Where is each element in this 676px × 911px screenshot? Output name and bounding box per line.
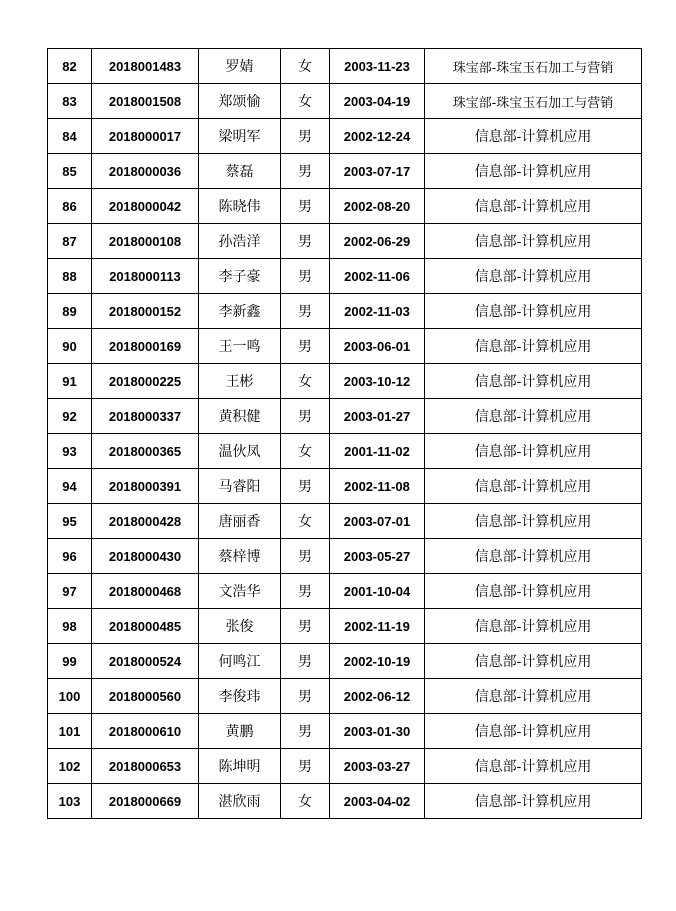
row-number: 86 [48,189,92,224]
student-name: 张俊 [199,609,281,644]
row-number: 95 [48,504,92,539]
birth-date: 2002-10-19 [330,644,425,679]
table-row [48,749,642,784]
department-major: 珠宝部-珠宝玉石加工与营销 [425,84,642,119]
department-major: 信息部-计算机应用 [425,189,642,224]
birth-date: 2002-11-03 [330,294,425,329]
department-major: 信息部-计算机应用 [425,784,642,819]
row-number: 93 [48,434,92,469]
student-sex: 男 [281,119,330,154]
row-number: 84 [48,119,92,154]
department-major: 信息部-计算机应用 [425,434,642,469]
table-row [48,504,642,539]
student-sex: 女 [281,49,330,84]
student-name: 李俊玮 [199,679,281,714]
table-row [48,329,642,364]
student-id: 2018000169 [92,329,199,364]
student-name: 何鸣江 [199,644,281,679]
birth-date: 2002-12-24 [330,119,425,154]
table-row [48,644,642,679]
student-id: 2018001508 [92,84,199,119]
student-name: 陈晓伟 [199,189,281,224]
row-number: 100 [48,679,92,714]
birth-date: 2003-04-19 [330,84,425,119]
student-id: 2018001483 [92,49,199,84]
department-major: 信息部-计算机应用 [425,539,642,574]
student-id: 2018000365 [92,434,199,469]
student-id: 2018000017 [92,119,199,154]
row-number: 82 [48,49,92,84]
student-name: 黄鹏 [199,714,281,749]
row-number: 83 [48,84,92,119]
row-number: 91 [48,364,92,399]
student-name: 黄积健 [199,399,281,434]
student-name: 文浩华 [199,574,281,609]
student-sex: 男 [281,714,330,749]
row-number: 85 [48,154,92,189]
table-row [48,294,642,329]
department-major: 信息部-计算机应用 [425,609,642,644]
student-sex: 男 [281,189,330,224]
department-major: 信息部-计算机应用 [425,364,642,399]
birth-date: 2003-05-27 [330,539,425,574]
student-id: 2018000428 [92,504,199,539]
table-row [48,224,642,259]
birth-date: 2002-11-06 [330,259,425,294]
student-name: 马睿阳 [199,469,281,504]
student-name: 温伙凤 [199,434,281,469]
department-major: 信息部-计算机应用 [425,714,642,749]
student-name: 唐丽香 [199,504,281,539]
table-row [48,574,642,609]
student-sex: 男 [281,294,330,329]
student-name: 蔡梓博 [199,539,281,574]
row-number: 94 [48,469,92,504]
student-id: 2018000669 [92,784,199,819]
birth-date: 2003-01-30 [330,714,425,749]
student-name: 郑颂愉 [199,84,281,119]
birth-date: 2003-04-02 [330,784,425,819]
birth-date: 2003-01-27 [330,399,425,434]
student-sex: 男 [281,224,330,259]
student-roster-table [47,48,642,819]
student-sex: 女 [281,434,330,469]
row-number: 102 [48,749,92,784]
table-row [48,714,642,749]
student-id: 2018000337 [92,399,199,434]
birth-date: 2002-06-29 [330,224,425,259]
student-name: 湛欣雨 [199,784,281,819]
table-row [48,189,642,224]
student-id: 2018000042 [92,189,199,224]
table-row [48,364,642,399]
birth-date: 2003-11-23 [330,49,425,84]
department-major: 信息部-计算机应用 [425,329,642,364]
row-number: 96 [48,539,92,574]
student-id: 2018000152 [92,294,199,329]
student-sex: 男 [281,749,330,784]
student-sex: 男 [281,644,330,679]
table-row [48,539,642,574]
table-row [48,679,642,714]
row-number: 97 [48,574,92,609]
table-row [48,434,642,469]
department-major: 信息部-计算机应用 [425,679,642,714]
table-row [48,609,642,644]
student-sex: 男 [281,679,330,714]
student-sex: 男 [281,154,330,189]
student-name: 罗婧 [199,49,281,84]
student-sex: 男 [281,539,330,574]
birth-date: 2002-11-19 [330,609,425,644]
student-id: 2018000560 [92,679,199,714]
table-row [48,399,642,434]
row-number: 92 [48,399,92,434]
student-id: 2018000653 [92,749,199,784]
student-sex: 男 [281,469,330,504]
birth-date: 2003-10-12 [330,364,425,399]
student-name: 蔡磊 [199,154,281,189]
roster-table-body [48,49,642,819]
student-name: 李新鑫 [199,294,281,329]
student-sex: 女 [281,364,330,399]
student-id: 2018000036 [92,154,199,189]
student-sex: 男 [281,259,330,294]
department-major: 信息部-计算机应用 [425,119,642,154]
department-major: 信息部-计算机应用 [425,294,642,329]
department-major: 信息部-计算机应用 [425,469,642,504]
student-id: 2018000610 [92,714,199,749]
table-row [48,84,642,119]
row-number: 90 [48,329,92,364]
student-id: 2018000113 [92,259,199,294]
department-major: 信息部-计算机应用 [425,224,642,259]
student-name: 王彬 [199,364,281,399]
student-id: 2018000108 [92,224,199,259]
table-row [48,784,642,819]
student-sex: 男 [281,609,330,644]
row-number: 88 [48,259,92,294]
table-row [48,469,642,504]
student-name: 王一鸣 [199,329,281,364]
student-id: 2018000391 [92,469,199,504]
birth-date: 2003-06-01 [330,329,425,364]
department-major: 信息部-计算机应用 [425,749,642,784]
department-major: 信息部-计算机应用 [425,259,642,294]
student-name: 陈坤明 [199,749,281,784]
department-major: 信息部-计算机应用 [425,154,642,189]
student-sex: 男 [281,574,330,609]
student-id: 2018000430 [92,539,199,574]
student-sex: 男 [281,399,330,434]
department-major: 信息部-计算机应用 [425,399,642,434]
table-row [48,154,642,189]
table-row [48,259,642,294]
student-name: 梁明军 [199,119,281,154]
department-major: 信息部-计算机应用 [425,644,642,679]
birth-date: 2002-08-20 [330,189,425,224]
department-major: 信息部-计算机应用 [425,504,642,539]
student-id: 2018000225 [92,364,199,399]
student-sex: 女 [281,784,330,819]
student-id: 2018000485 [92,609,199,644]
department-major: 信息部-计算机应用 [425,574,642,609]
row-number: 98 [48,609,92,644]
department-major: 珠宝部-珠宝玉石加工与营销 [425,49,642,84]
row-number: 103 [48,784,92,819]
row-number: 101 [48,714,92,749]
student-name: 孙浩洋 [199,224,281,259]
row-number: 89 [48,294,92,329]
student-id: 2018000524 [92,644,199,679]
student-sex: 女 [281,504,330,539]
row-number: 87 [48,224,92,259]
birth-date: 2002-11-08 [330,469,425,504]
birth-date: 2003-03-27 [330,749,425,784]
birth-date: 2002-06-12 [330,679,425,714]
student-sex: 男 [281,329,330,364]
student-name: 李子豪 [199,259,281,294]
birth-date: 2003-07-01 [330,504,425,539]
student-id: 2018000468 [92,574,199,609]
student-sex: 女 [281,84,330,119]
row-number: 99 [48,644,92,679]
birth-date: 2003-07-17 [330,154,425,189]
birth-date: 2001-11-02 [330,434,425,469]
table-row [48,119,642,154]
birth-date: 2001-10-04 [330,574,425,609]
table-row [48,49,642,84]
